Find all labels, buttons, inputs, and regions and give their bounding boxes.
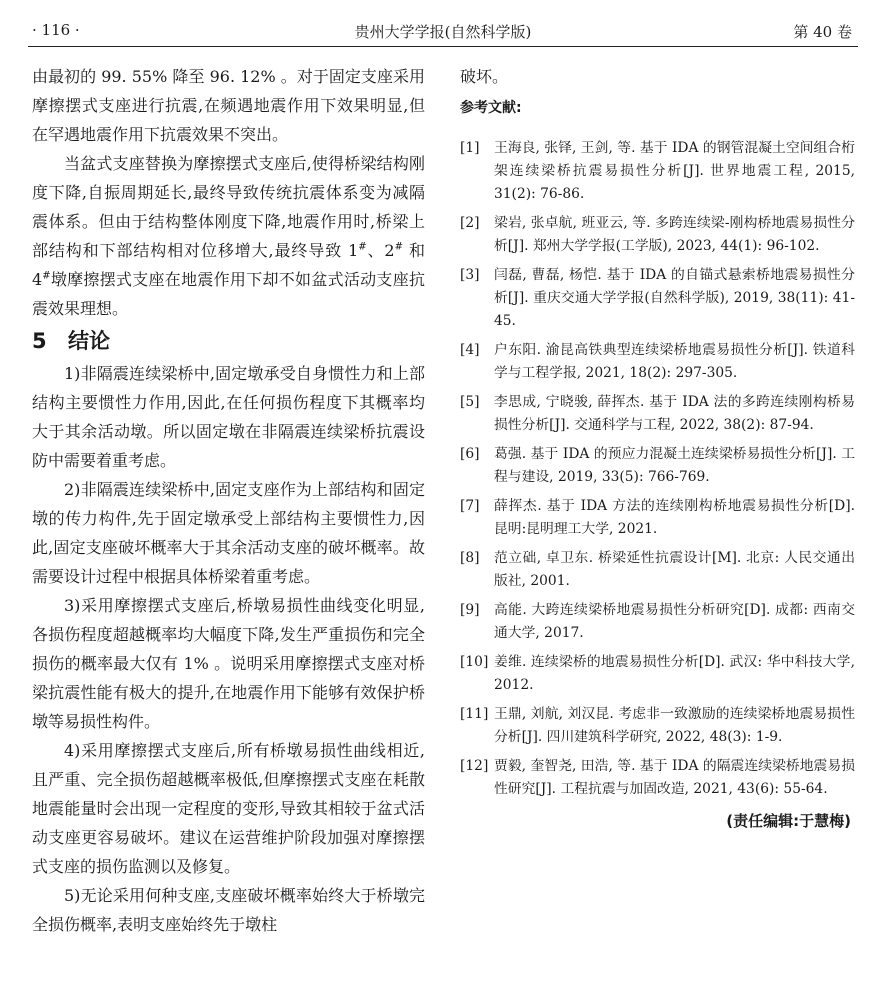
- text-run: 墩摩擦摆式支座在地震作用下却不如盆式活动支座抗震效果理想。: [32, 270, 425, 318]
- reference-text: 范立础, 卓卫东. 桥梁延性抗震设计[M]. 北京: 人民交通出版社, 2001.: [494, 550, 855, 589]
- section-number: 5: [32, 329, 47, 353]
- reference-item: [460, 391, 855, 437]
- paragraph-continued: 由最初的 99. 55% 降至 96. 12% 。对于固定支座采用摩擦摆式支座进行抗震,在频遇地震作用下效果明显,但在罕遇地震作用下抗震效果不突出。: [32, 67, 425, 144]
- volume-label: 第 40 卷: [793, 23, 852, 41]
- reference-number: [6]: [460, 446, 480, 462]
- reference-item: [460, 137, 855, 206]
- left-column: [32, 62, 425, 939]
- reference-item: [460, 212, 855, 258]
- reference-text: 户东阳. 渝昆高铁典型连续梁桥地震易损性分析[J]. 铁道科学与工程学报, 2021, 18(2): 297-305.: [494, 342, 855, 381]
- reference-item: [460, 547, 855, 593]
- conclusion-4: 4)采用摩擦摆式支座后,所有桥墩易损性曲线相近,且严重、完全损伤超越概率极低,但摩擦摆式支座在耗散地震能量时会出现一定程度的变形,导致其相较于盆式活动支座更容易破坏。建议在运营维护阶段加强对摩擦摆式支座的损伤监测以及修复。: [32, 741, 425, 876]
- reference-text: 王海良, 张铎, 王剑, 等. 基于 IDA 的钢管混凝土空间组合桁架连续梁桥抗震易损性分析[J]. 世界地震工程, 2015, 31(2): 76-86.: [494, 140, 855, 202]
- reference-text: 李思成, 宁晓骏, 薛挥杰. 基于 IDA 法的多跨连续刚构桥易损性分析[J]. 交通科学与工程, 2022, 38(2): 87-94.: [494, 394, 855, 433]
- reference-number: [9]: [460, 602, 480, 618]
- reference-text: 王鼎, 刘航, 刘汉昆. 考虑非一致激励的连续梁桥地震易损性分析[J]. 四川建筑科学研究, 2022, 48(3): 1-9.: [494, 706, 855, 745]
- reference-number: [7]: [460, 498, 480, 514]
- reference-number: [4]: [460, 342, 480, 358]
- reference-number: [8]: [460, 550, 480, 566]
- reference-number: [1]: [460, 140, 480, 156]
- text-run: 当盆式支座替换为摩擦摆式支座后,使得桥梁结构刚度下降,自振周期延长,最终导致传统抗震体系变为减隔震体系。但由于结构整体刚度下降,地震作用时,桥梁上部结构和下部结构相对位移增大,最终导致 1: [32, 154, 425, 260]
- reference-text: 姜维. 连续梁桥的地震易损性分析[D]. 武汉: 华中科技大学, 2012.: [494, 654, 855, 693]
- reference-text: 贾毅, 奎智尧, 田浩, 等. 基于 IDA 的隔震连续梁桥地震易损性研究[J]. 工程抗震与加固改造, 2021, 43(6): 55-64.: [494, 758, 855, 797]
- reference-item: [460, 599, 855, 645]
- reference-number: [12]: [460, 758, 489, 774]
- references-heading: 参考文献:: [460, 100, 522, 116]
- paragraph-bearing-replacement: [32, 149, 425, 323]
- reference-item: [460, 495, 855, 541]
- text-run: 和 4: [32, 241, 425, 289]
- reference-item: [460, 443, 855, 489]
- journal-title: 贵州大学学报(自然科学版): [354, 23, 532, 41]
- page-number: · 116 ·: [32, 21, 80, 39]
- text-run: 、2: [366, 241, 395, 260]
- reference-item: [460, 339, 855, 385]
- section-heading: [32, 323, 425, 359]
- running-header: [28, 18, 858, 47]
- reference-number: [3]: [460, 267, 480, 283]
- conclusion-2: 2)非隔震连续梁桥中,固定支座作为上部结构和固定墩的传力构件,先于固定墩承受上部结构主要惯性力,因此,固定支座破坏概率大于其余活动支座的破坏概率。故需要设计过程中根据具体桥梁着重考虑。: [32, 480, 425, 586]
- reference-item: [460, 755, 855, 801]
- reference-number: [10]: [460, 654, 489, 670]
- reference-text: 薛挥杰. 基于 IDA 方法的连续刚构桥地震易损性分析[D]. 昆明:昆明理工大学, 2021.: [494, 498, 855, 537]
- reference-number: [5]: [460, 394, 480, 410]
- reference-number: [2]: [460, 215, 480, 231]
- reference-text: 梁岩, 张卓航, 班亚云, 等. 多跨连续梁-刚构桥地震易损性分析[J]. 郑州大学学报(工学版), 2023, 44(1): 96-102.: [494, 215, 855, 254]
- superscript: #: [42, 270, 51, 282]
- reference-item: [460, 703, 855, 749]
- reference-text: 葛强. 基于 IDA 的预应力混凝土连续梁桥易损性分析[J]. 工程与建设, 2019, 33(5): 766-769.: [494, 446, 855, 485]
- paragraph-continuation: 破坏。: [460, 67, 509, 86]
- right-column: [460, 62, 855, 836]
- reference-text: 高能. 大跨连续梁桥地震易损性分析研究[D]. 成都: 西南交通大学, 2017.: [494, 602, 855, 641]
- superscript: #: [358, 241, 367, 253]
- conclusion-5: 5)无论采用何种支座,支座破坏概率始终大于桥墩完全损伤概率,表明支座始终先于墩柱: [32, 886, 425, 934]
- conclusion-1: 1)非隔震连续梁桥中,固定墩承受自身惯性力和上部结构主要惯性力作用,因此,在任何损伤程度下其概率均大于其余活动墩。所以固定墩在非隔震连续梁桥抗震设防中需要着重考虑。: [32, 364, 425, 470]
- conclusion-3: 3)采用摩擦摆式支座后,桥墩易损性曲线变化明显,各损伤程度超越概率均大幅度下降,发生严重损伤和完全损伤的概率最大仅有 1% 。说明采用摩擦摆式支座对桥梁抗震性能有极大的提升,在地震作用下能够有效保护桥墩等易损性构件。: [32, 596, 425, 731]
- reference-text: 闫磊, 曹磊, 杨恺. 基于 IDA 的自锚式悬索桥地震易损性分析[J]. 重庆交通大学学报(自然科学版), 2019, 38(11): 41-45.: [494, 267, 855, 329]
- section-title: 结论: [68, 329, 110, 353]
- reference-item: [460, 264, 855, 333]
- reference-item: [460, 651, 855, 697]
- superscript: #: [394, 241, 404, 253]
- responsible-editor: (责任编辑:于慧梅): [726, 812, 851, 830]
- reference-number: [11]: [460, 706, 489, 722]
- reference-list: [460, 137, 855, 801]
